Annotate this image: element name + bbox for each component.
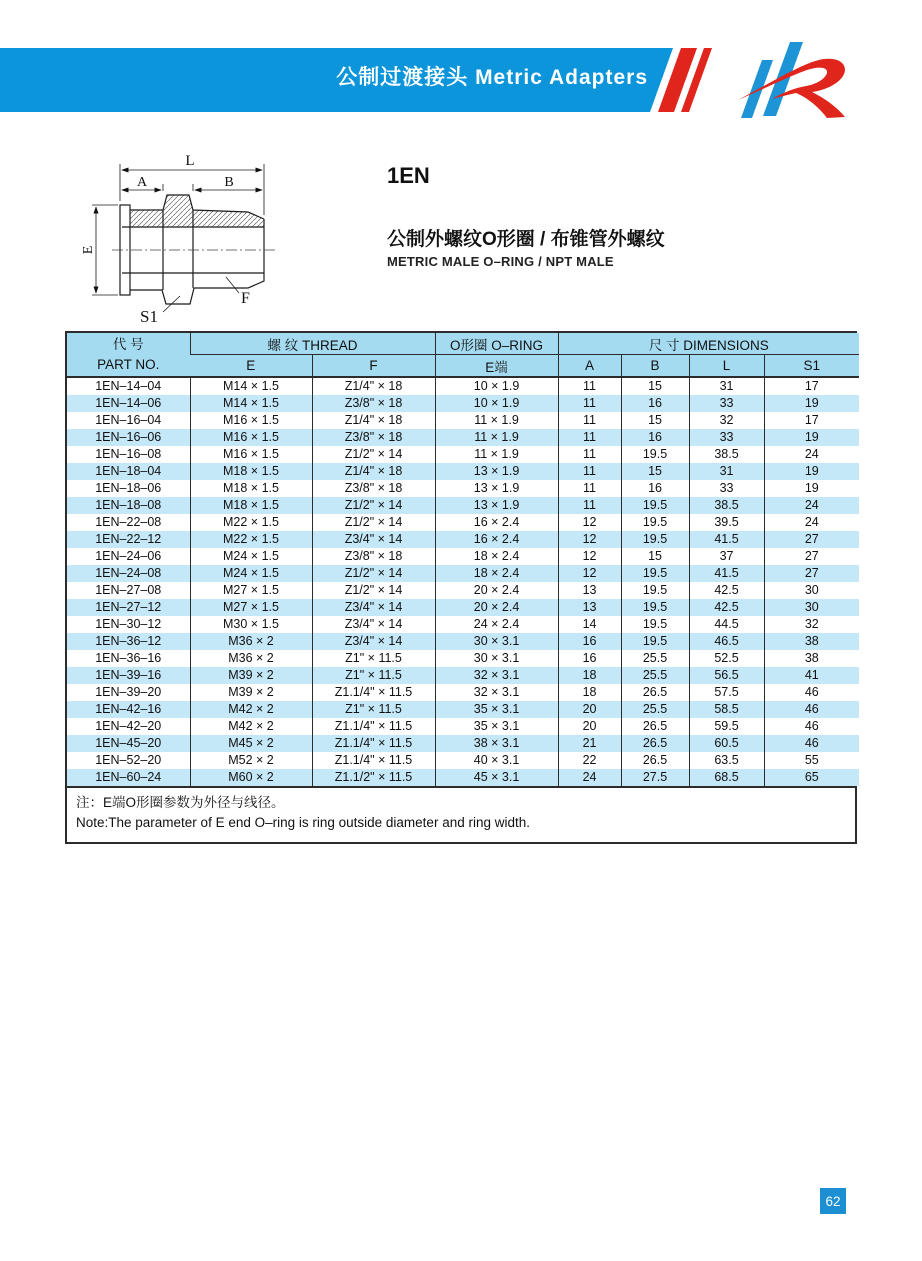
table-cell: 18 bbox=[558, 667, 621, 684]
col-header-l: L bbox=[689, 355, 764, 378]
table-cell: 56.5 bbox=[689, 667, 764, 684]
table-note bbox=[67, 786, 855, 842]
table-cell: 19.5 bbox=[621, 531, 689, 548]
table-cell: 38.5 bbox=[689, 497, 764, 514]
table-cell: 63.5 bbox=[689, 752, 764, 769]
table-cell: 11 bbox=[558, 429, 621, 446]
table-cell: 46.5 bbox=[689, 633, 764, 650]
table-cell: 24 bbox=[764, 497, 859, 514]
table-cell: 13 bbox=[558, 582, 621, 599]
part-no-cell: 1EN–24–06 bbox=[67, 548, 190, 565]
table-cell: 19.5 bbox=[621, 565, 689, 582]
col-header-b: B bbox=[621, 355, 689, 378]
table-cell: 20 bbox=[558, 718, 621, 735]
part-no-cell: 1EN–14–04 bbox=[67, 377, 190, 395]
table-cell: 26.5 bbox=[621, 752, 689, 769]
table-cell: 25.5 bbox=[621, 667, 689, 684]
table-cell: M36 × 2 bbox=[190, 633, 312, 650]
table-cell: 58.5 bbox=[689, 701, 764, 718]
table-cell: M30 × 1.5 bbox=[190, 616, 312, 633]
table-cell: 46 bbox=[764, 735, 859, 752]
table-cell: Z3/4" × 14 bbox=[312, 531, 435, 548]
table-cell: 55 bbox=[764, 752, 859, 769]
table-row bbox=[67, 377, 859, 395]
dim-label-e: E bbox=[81, 245, 96, 255]
table-cell: Z1.1/4" × 11.5 bbox=[312, 684, 435, 701]
spec-table-body bbox=[67, 377, 859, 786]
table-cell: M16 × 1.5 bbox=[190, 429, 312, 446]
part-no-cell: 1EN–18–04 bbox=[67, 463, 190, 480]
table-cell: 65 bbox=[764, 769, 859, 786]
table-cell: 19.5 bbox=[621, 446, 689, 463]
table-cell: 33 bbox=[689, 395, 764, 412]
table-cell: 11 × 1.9 bbox=[435, 429, 558, 446]
part-no-cell: 1EN–27–12 bbox=[67, 599, 190, 616]
table-cell: 24 × 2.4 bbox=[435, 616, 558, 633]
table-cell: 30 bbox=[764, 582, 859, 599]
table-cell: M60 × 2 bbox=[190, 769, 312, 786]
hr-logo-icon bbox=[738, 42, 845, 118]
table-cell: 38 × 3.1 bbox=[435, 735, 558, 752]
table-cell: M18 × 1.5 bbox=[190, 497, 312, 514]
table-row bbox=[67, 599, 859, 616]
table-row bbox=[67, 463, 859, 480]
table-cell: 33 bbox=[689, 480, 764, 497]
table-cell: 11 bbox=[558, 395, 621, 412]
table-cell: M24 × 1.5 bbox=[190, 548, 312, 565]
table-cell: 26.5 bbox=[621, 718, 689, 735]
table-cell: Z1" × 11.5 bbox=[312, 701, 435, 718]
table-cell: 42.5 bbox=[689, 599, 764, 616]
spec-table-block bbox=[65, 331, 857, 844]
part-no-cell: 1EN–27–08 bbox=[67, 582, 190, 599]
table-cell: 13 × 1.9 bbox=[435, 463, 558, 480]
table-cell: Z3/4" × 14 bbox=[312, 616, 435, 633]
table-cell: M42 × 2 bbox=[190, 718, 312, 735]
table-cell: 46 bbox=[764, 701, 859, 718]
table-cell: M52 × 2 bbox=[190, 752, 312, 769]
table-cell: M27 × 1.5 bbox=[190, 582, 312, 599]
table-cell: 20 × 2.4 bbox=[435, 599, 558, 616]
table-cell: 41.5 bbox=[689, 531, 764, 548]
table-cell: 16 × 2.4 bbox=[435, 514, 558, 531]
dim-label-s1: S1 bbox=[140, 307, 158, 326]
part-no-cell: 1EN–18–08 bbox=[67, 497, 190, 514]
table-cell: 11 bbox=[558, 497, 621, 514]
table-cell: 12 bbox=[558, 565, 621, 582]
table-cell: 16 × 2.4 bbox=[435, 531, 558, 548]
col-header-part-no bbox=[67, 333, 190, 377]
table-cell: 38 bbox=[764, 650, 859, 667]
table-cell: 16 bbox=[621, 429, 689, 446]
part-no-cell: 1EN–16–04 bbox=[67, 412, 190, 429]
table-cell: 19.5 bbox=[621, 599, 689, 616]
table-cell: Z3/8" × 18 bbox=[312, 548, 435, 565]
part-no-cell: 1EN–42–16 bbox=[67, 701, 190, 718]
table-cell: 19.5 bbox=[621, 633, 689, 650]
col-header-dimensions: 尺 寸 DIMENSIONS bbox=[558, 333, 859, 355]
table-row bbox=[67, 735, 859, 752]
table-cell: 31 bbox=[689, 463, 764, 480]
col-header-a: A bbox=[558, 355, 621, 378]
table-cell: 14 bbox=[558, 616, 621, 633]
table-cell: 31 bbox=[689, 377, 764, 395]
table-cell: 16 bbox=[558, 633, 621, 650]
table-cell: 27 bbox=[764, 531, 859, 548]
table-cell: M22 × 1.5 bbox=[190, 531, 312, 548]
table-cell: 57.5 bbox=[689, 684, 764, 701]
table-cell: M22 × 1.5 bbox=[190, 514, 312, 531]
table-cell: 25.5 bbox=[621, 701, 689, 718]
technical-drawing bbox=[78, 146, 348, 336]
table-cell: Z3/8" × 18 bbox=[312, 429, 435, 446]
col-header-oring: O形圈 O–RING bbox=[435, 333, 558, 355]
part-no-cell: 1EN–39–16 bbox=[67, 667, 190, 684]
col-header-part-no-en: PART NO. bbox=[97, 356, 160, 372]
table-cell: Z1/2" × 14 bbox=[312, 514, 435, 531]
table-cell: M27 × 1.5 bbox=[190, 599, 312, 616]
table-row bbox=[67, 497, 859, 514]
table-cell: 11 bbox=[558, 463, 621, 480]
table-cell: 15 bbox=[621, 412, 689, 429]
table-cell: Z1.1/4" × 11.5 bbox=[312, 735, 435, 752]
table-cell: 12 bbox=[558, 514, 621, 531]
table-cell: 24 bbox=[558, 769, 621, 786]
table-cell: 32 bbox=[689, 412, 764, 429]
table-cell: 13 × 1.9 bbox=[435, 480, 558, 497]
table-cell: 11 bbox=[558, 377, 621, 395]
part-no-cell: 1EN–16–08 bbox=[67, 446, 190, 463]
table-cell: Z3/4" × 14 bbox=[312, 599, 435, 616]
part-no-cell: 1EN–36–12 bbox=[67, 633, 190, 650]
table-cell: M39 × 2 bbox=[190, 684, 312, 701]
table-cell: 15 bbox=[621, 548, 689, 565]
table-cell: M36 × 2 bbox=[190, 650, 312, 667]
col-header-part-no-zh: 代 号 bbox=[112, 336, 144, 352]
table-cell: 32 × 3.1 bbox=[435, 684, 558, 701]
product-title-zh: 公制外螺纹O形圈 / 布锥管外螺纹 bbox=[387, 229, 665, 250]
col-header-s1: S1 bbox=[764, 355, 859, 378]
part-no-cell: 1EN–52–20 bbox=[67, 752, 190, 769]
table-cell: 12 bbox=[558, 548, 621, 565]
table-row bbox=[67, 616, 859, 633]
table-cell: Z1/4" × 18 bbox=[312, 463, 435, 480]
table-cell: M18 × 1.5 bbox=[190, 463, 312, 480]
table-cell: 68.5 bbox=[689, 769, 764, 786]
table-cell: Z1/2" × 14 bbox=[312, 446, 435, 463]
table-row bbox=[67, 531, 859, 548]
table-cell: 25.5 bbox=[621, 650, 689, 667]
part-no-cell: 1EN–42–20 bbox=[67, 718, 190, 735]
table-cell: 45 × 3.1 bbox=[435, 769, 558, 786]
table-cell: M42 × 2 bbox=[190, 701, 312, 718]
table-cell: 46 bbox=[764, 684, 859, 701]
product-title-en: METRIC MALE O–RING / NPT MALE bbox=[387, 254, 614, 269]
table-cell: Z3/8" × 18 bbox=[312, 480, 435, 497]
table-cell: 46 bbox=[764, 718, 859, 735]
part-no-cell: 1EN–60–24 bbox=[67, 769, 190, 786]
table-cell: 19.5 bbox=[621, 514, 689, 531]
page-number-badge: 62 bbox=[820, 1188, 846, 1214]
table-row bbox=[67, 548, 859, 565]
table-cell: 16 bbox=[558, 650, 621, 667]
table-cell: Z1" × 11.5 bbox=[312, 650, 435, 667]
table-cell: 38.5 bbox=[689, 446, 764, 463]
table-cell: Z1.1/4" × 11.5 bbox=[312, 752, 435, 769]
part-no-cell: 1EN–45–20 bbox=[67, 735, 190, 752]
table-cell: 30 bbox=[764, 599, 859, 616]
part-no-cell: 1EN–14–06 bbox=[67, 395, 190, 412]
table-row bbox=[67, 582, 859, 599]
table-row bbox=[67, 769, 859, 786]
table-cell: 27 bbox=[764, 548, 859, 565]
table-row bbox=[67, 650, 859, 667]
table-cell: M45 × 2 bbox=[190, 735, 312, 752]
dim-label-l: L bbox=[185, 153, 195, 169]
table-cell: 12 bbox=[558, 531, 621, 548]
table-cell: 32 × 3.1 bbox=[435, 667, 558, 684]
table-cell: M16 × 1.5 bbox=[190, 412, 312, 429]
table-cell: 32 bbox=[764, 616, 859, 633]
col-header-thread: 螺 纹 THREAD bbox=[190, 333, 435, 355]
table-cell: 11 × 1.9 bbox=[435, 412, 558, 429]
table-cell: 26.5 bbox=[621, 735, 689, 752]
dim-label-b: B bbox=[224, 175, 234, 190]
cross-section-hatch bbox=[130, 195, 264, 227]
table-cell: 15 bbox=[621, 463, 689, 480]
table-row bbox=[67, 446, 859, 463]
note-en: Note:The parameter of E end O–ring is ring outside diameter and ring width. bbox=[76, 815, 530, 831]
table-cell: 18 bbox=[558, 684, 621, 701]
table-cell: 19.5 bbox=[621, 582, 689, 599]
table-cell: 37 bbox=[689, 548, 764, 565]
table-cell: 18 × 2.4 bbox=[435, 548, 558, 565]
table-cell: Z1/2" × 14 bbox=[312, 582, 435, 599]
table-cell: 20 bbox=[558, 701, 621, 718]
table-row bbox=[67, 633, 859, 650]
table-cell: 18 × 2.4 bbox=[435, 565, 558, 582]
table-cell: 19 bbox=[764, 480, 859, 497]
table-row bbox=[67, 718, 859, 735]
note-zh: 注：E端O形圈参数为外径与线径。 bbox=[76, 795, 285, 810]
table-cell: 13 bbox=[558, 599, 621, 616]
table-row bbox=[67, 429, 859, 446]
table-cell: 44.5 bbox=[689, 616, 764, 633]
spec-table bbox=[67, 333, 859, 786]
table-cell: 35 × 3.1 bbox=[435, 718, 558, 735]
table-row bbox=[67, 395, 859, 412]
table-cell: Z3/8" × 18 bbox=[312, 395, 435, 412]
table-cell: 16 bbox=[621, 395, 689, 412]
table-cell: Z1/2" × 14 bbox=[312, 497, 435, 514]
table-cell: 17 bbox=[764, 377, 859, 395]
part-no-cell: 1EN–16–06 bbox=[67, 429, 190, 446]
table-cell: M18 × 1.5 bbox=[190, 480, 312, 497]
table-cell: 10 × 1.9 bbox=[435, 377, 558, 395]
dim-label-f: F bbox=[241, 290, 250, 307]
banner-title: 公制过渡接头 Metric Adapters bbox=[336, 66, 648, 89]
table-cell: M14 × 1.5 bbox=[190, 377, 312, 395]
table-cell: Z1/4" × 18 bbox=[312, 412, 435, 429]
part-no-cell: 1EN–22–08 bbox=[67, 514, 190, 531]
table-cell: Z1.1/4" × 11.5 bbox=[312, 718, 435, 735]
table-cell: 22 bbox=[558, 752, 621, 769]
part-no-cell: 1EN–36–16 bbox=[67, 650, 190, 667]
table-row bbox=[67, 684, 859, 701]
table-row bbox=[67, 514, 859, 531]
part-no-cell: 1EN–39–20 bbox=[67, 684, 190, 701]
table-cell: 30 × 3.1 bbox=[435, 633, 558, 650]
table-cell: 52.5 bbox=[689, 650, 764, 667]
product-model: 1EN bbox=[387, 163, 430, 188]
table-row bbox=[67, 752, 859, 769]
table-cell: 16 bbox=[621, 480, 689, 497]
table-cell: 20 × 2.4 bbox=[435, 582, 558, 599]
dim-label-a: A bbox=[136, 175, 148, 190]
table-cell: 38 bbox=[764, 633, 859, 650]
table-cell: 24 bbox=[764, 514, 859, 531]
table-cell: 59.5 bbox=[689, 718, 764, 735]
table-cell: 27 bbox=[764, 565, 859, 582]
table-row bbox=[67, 565, 859, 582]
table-cell: 11 bbox=[558, 412, 621, 429]
table-cell: 39.5 bbox=[689, 514, 764, 531]
table-cell: Z1/4" × 18 bbox=[312, 377, 435, 395]
table-cell: 19 bbox=[764, 429, 859, 446]
table-cell: 19.5 bbox=[621, 497, 689, 514]
table-cell: 41.5 bbox=[689, 565, 764, 582]
table-cell: 19 bbox=[764, 463, 859, 480]
table-cell: 27.5 bbox=[621, 769, 689, 786]
part-no-cell: 1EN–24–08 bbox=[67, 565, 190, 582]
table-cell: Z3/4" × 14 bbox=[312, 633, 435, 650]
table-cell: 24 bbox=[764, 446, 859, 463]
table-cell: 30 × 3.1 bbox=[435, 650, 558, 667]
table-cell: 33 bbox=[689, 429, 764, 446]
table-cell: Z1" × 11.5 bbox=[312, 667, 435, 684]
leader-f bbox=[226, 277, 239, 293]
col-header-f: F bbox=[312, 355, 435, 378]
table-cell: 11 bbox=[558, 446, 621, 463]
table-row bbox=[67, 667, 859, 684]
table-cell: M16 × 1.5 bbox=[190, 446, 312, 463]
table-cell: 11 × 1.9 bbox=[435, 446, 558, 463]
table-cell: M39 × 2 bbox=[190, 667, 312, 684]
part-no-cell: 1EN–22–12 bbox=[67, 531, 190, 548]
table-cell: Z1.1/2" × 11.5 bbox=[312, 769, 435, 786]
table-cell: 40 × 3.1 bbox=[435, 752, 558, 769]
table-cell: 26.5 bbox=[621, 684, 689, 701]
table-cell: 35 × 3.1 bbox=[435, 701, 558, 718]
table-cell: 19 bbox=[764, 395, 859, 412]
table-cell: M14 × 1.5 bbox=[190, 395, 312, 412]
table-cell: 15 bbox=[621, 377, 689, 395]
table-cell: 17 bbox=[764, 412, 859, 429]
table-row bbox=[67, 412, 859, 429]
table-cell: 41 bbox=[764, 667, 859, 684]
table-row bbox=[67, 480, 859, 497]
table-cell: 21 bbox=[558, 735, 621, 752]
part-no-cell: 1EN–18–06 bbox=[67, 480, 190, 497]
table-cell: 11 bbox=[558, 480, 621, 497]
col-header-e: E bbox=[190, 355, 312, 378]
table-cell: 42.5 bbox=[689, 582, 764, 599]
table-cell: 13 × 1.9 bbox=[435, 497, 558, 514]
table-cell: 60.5 bbox=[689, 735, 764, 752]
col-header-e-end: E端 bbox=[435, 355, 558, 378]
table-cell: 19.5 bbox=[621, 616, 689, 633]
table-row bbox=[67, 701, 859, 718]
table-cell: Z1/2" × 14 bbox=[312, 565, 435, 582]
table-cell: 10 × 1.9 bbox=[435, 395, 558, 412]
table-cell: M24 × 1.5 bbox=[190, 565, 312, 582]
part-no-cell: 1EN–30–12 bbox=[67, 616, 190, 633]
